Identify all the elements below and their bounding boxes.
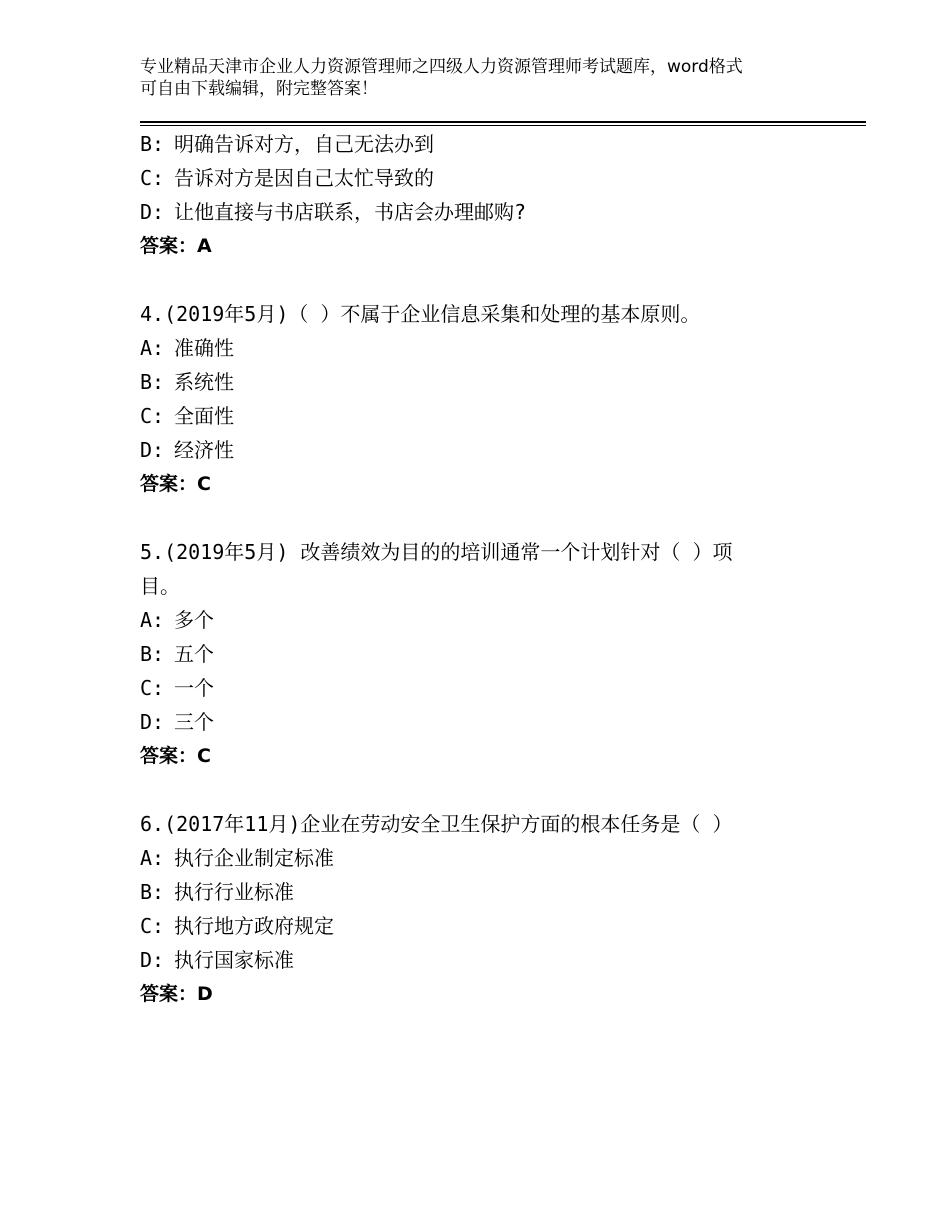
question-text: 4.(2019年5月)（ ）不属于企业信息采集和处理的基本原则。 (140, 302, 701, 326)
option-d: D: 经济性 (140, 438, 234, 462)
question-3-continued (140, 127, 820, 263)
option-a: A: 准确性 (140, 336, 234, 360)
question-text-line-2: 目。 (140, 574, 180, 598)
option-a: A: 多个 (140, 608, 214, 632)
option-b: B: 明确告诉对方，自己无法办到 (140, 132, 434, 156)
question-4 (140, 297, 820, 501)
answer: 答案：C (140, 473, 211, 495)
option-a: A: 执行企业制定标准 (140, 846, 334, 870)
option-d: D: 执行国家标准 (140, 948, 294, 972)
option-c: C: 一个 (140, 676, 214, 700)
option-c: C: 全面性 (140, 404, 234, 428)
answer: 答案：D (140, 983, 213, 1005)
option-c: C: 告诉对方是因自己太忙导致的 (140, 166, 434, 190)
option-c: C: 执行地方政府规定 (140, 914, 334, 938)
answer: 答案：A (140, 235, 212, 257)
document-header (140, 56, 810, 100)
header-line-1: 专业精品天津市企业人力资源管理师之四级人力资源管理师考试题库，word格式 (140, 57, 743, 77)
header-rule-thick (140, 121, 866, 123)
option-d: D: 三个 (140, 710, 214, 734)
question-text: 6.(2017年11月)企业在劳动安全卫生保护方面的根本任务是（ ） (140, 812, 733, 836)
spacer (140, 501, 820, 535)
question-list (140, 127, 820, 1011)
option-b: B: 执行行业标准 (140, 880, 294, 904)
option-d: D: 让他直接与书店联系，书店会办理邮购? (140, 200, 527, 224)
question-text-line-1: 5.(2019年5月) 改善绩效为目的的培训通常一个计划针对（ ）项 (140, 540, 733, 564)
question-5 (140, 535, 820, 773)
answer: 答案：C (140, 745, 211, 767)
option-b: B: 系统性 (140, 370, 234, 394)
header-line-2: 可自由下载编辑，附完整答案！ (140, 79, 378, 99)
spacer (140, 773, 820, 807)
spacer (140, 263, 820, 297)
question-6 (140, 807, 820, 1011)
option-b: B: 五个 (140, 642, 214, 666)
header-rule-thin (140, 125, 866, 126)
